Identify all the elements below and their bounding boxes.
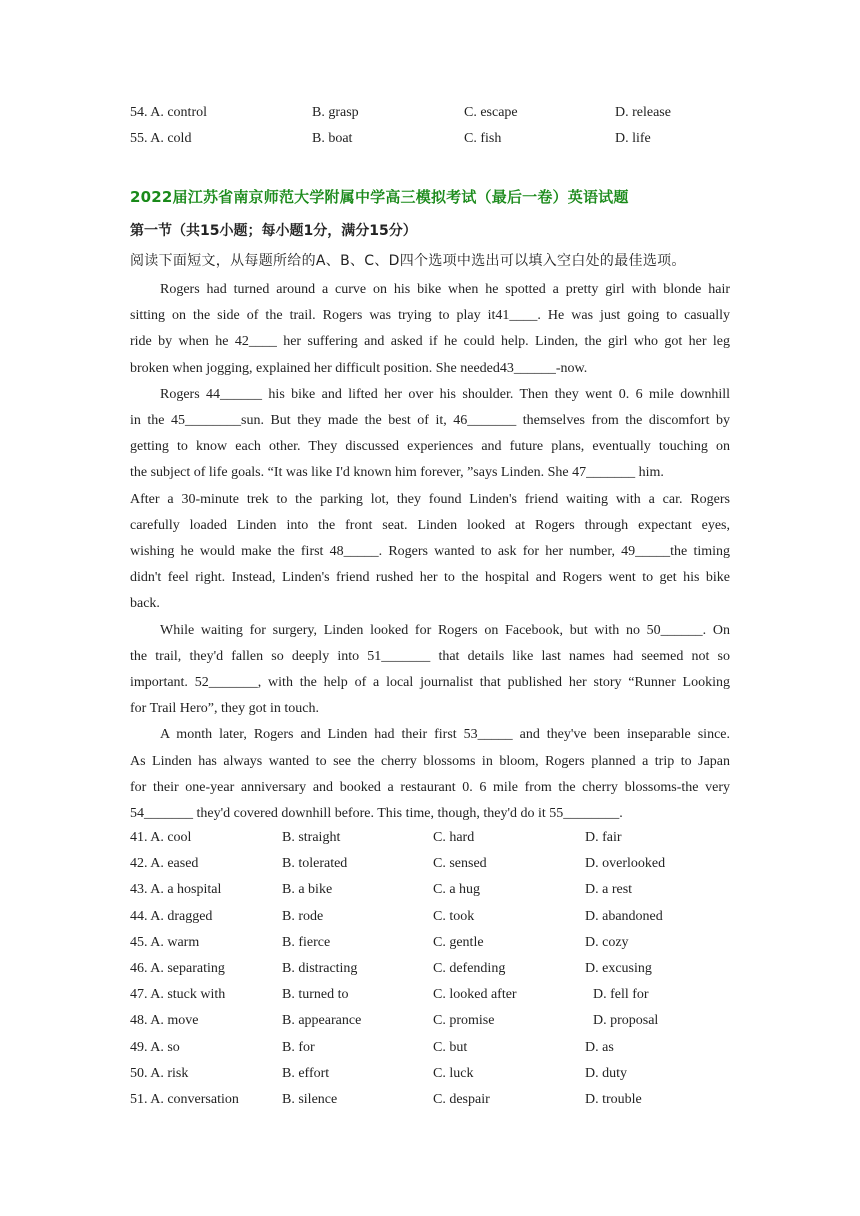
passage-line: As Linden has always wanted to see the cherry blossoms in bloom, Rogers planned a trip to Japan	[130, 753, 730, 769]
option-b: B. grasp	[312, 105, 359, 120]
option-a: 50. A. risk	[130, 1065, 189, 1081]
option-row	[130, 1090, 730, 1110]
option-c: C. looked after	[433, 987, 517, 1003]
option-a: 47. A. stuck with	[130, 987, 226, 1003]
option-row	[130, 907, 730, 927]
option-row-54	[130, 103, 730, 123]
option-a: 48. A. move	[130, 1013, 199, 1029]
option-b: B. boat	[312, 131, 353, 146]
option-b: B. straight	[282, 830, 341, 845]
passage-line: getting to know each other. They discussed experiences and future plans, eventually touching on	[130, 439, 730, 455]
option-b: B. turned to	[282, 987, 349, 1003]
passage-line: wishing he would make the first 48_____. Rogers wanted to ask for her number, 49_____the timing	[130, 544, 730, 559]
option-row	[130, 854, 730, 874]
option-row	[130, 933, 730, 953]
option-a: 45. A. warm	[130, 934, 200, 950]
option-b: B. distracting	[282, 961, 358, 976]
option-b: B. appearance	[282, 1013, 362, 1029]
option-d: D. as	[585, 1039, 614, 1055]
passage-line: carefully loaded Linden into the front seat. Linden looked at Rogers through expectant eyes,	[130, 517, 730, 533]
option-row	[130, 959, 730, 979]
option-d: D. cozy	[585, 934, 629, 950]
passage-line: While waiting for surgery, Linden looked for Rogers on Facebook, but with no 50______. On	[160, 622, 730, 638]
option-b: B. tolerated	[282, 856, 348, 872]
passage-line: for Trail Hero”, they got in touch.	[130, 701, 319, 717]
option-c: C. luck	[433, 1065, 474, 1081]
option-d: D. a rest	[585, 882, 633, 898]
exam-title: 2022届江苏省南京师范大学附属中学高三模拟考试（最后一卷）英语试题	[130, 188, 629, 206]
option-a: 51. A. conversation	[130, 1092, 239, 1107]
passage-line: Rogers 44______ his bike and lifted her over his shoulder. Then they went 0. 6 mile downhill	[160, 386, 730, 402]
option-c: C. defending	[433, 961, 506, 976]
passage-line: back.	[130, 596, 160, 612]
passage-line: the trail, they'd fallen so deeply into 51_______ that details like last names had seemed not so	[130, 648, 730, 664]
option-a: 44. A. dragged	[130, 908, 213, 924]
option-a: 46. A. separating	[130, 961, 225, 976]
option-d: D. release	[615, 105, 671, 120]
passage-line: After a 30-minute trek to the parking lot, they found Linden's friend waiting with a car. Rogers	[130, 491, 730, 507]
option-row	[130, 1064, 730, 1084]
option-c: C. took	[433, 908, 475, 924]
section-heading: 第一节（共15小题；每小题1分，满分15分）	[130, 223, 417, 239]
option-row	[130, 985, 730, 1005]
passage-line: broken when jogging, explained her difficult position. She needed43______-now.	[130, 360, 588, 376]
option-d: D. duty	[585, 1065, 627, 1081]
option-d: D. fair	[585, 830, 622, 845]
option-d: D. trouble	[585, 1092, 642, 1107]
option-a: 55. A. cold	[130, 131, 192, 146]
option-b: B. fierce	[282, 934, 331, 950]
option-c: C. despair	[433, 1092, 490, 1107]
option-c: C. hard	[433, 830, 475, 845]
option-c: C. but	[433, 1039, 468, 1055]
option-c: C. gentle	[433, 934, 484, 950]
option-row	[130, 880, 730, 900]
instructions: 阅读下面短文，从每题所给的A、B、C、D四个选项中选出可以填入空白处的最佳选项。	[130, 253, 686, 269]
passage-line: 54_______ they'd covered downhill before. This time, though, they'd do it 55________.	[130, 806, 623, 821]
passage-line: sitting on the side of the trail. Rogers was trying to play it41____. He was just going to casually	[130, 308, 730, 324]
option-c: C. fish	[464, 131, 502, 146]
option-d: D. excusing	[585, 961, 652, 976]
option-c: C. promise	[433, 1013, 495, 1029]
option-b: B. a bike	[282, 882, 333, 898]
option-row-55	[130, 129, 730, 149]
option-a: 43. A. a hospital	[130, 882, 222, 898]
passage-line: for their one-year anniversary and booked a restaurant 0. 6 mile from the cherry blossoms-the very	[130, 779, 730, 795]
option-b: B. rode	[282, 908, 324, 924]
passage-line: in the 45________sun. But they made the best of it, 46_______ themselves from the discomfort by	[130, 413, 730, 428]
passage-line: Rogers had turned around a curve on his bike when he spotted a pretty girl with blonde hair	[160, 282, 730, 297]
option-b: B. for	[282, 1039, 315, 1055]
option-d: D. proposal	[593, 1013, 659, 1029]
option-row	[130, 1011, 730, 1031]
option-a: 49. A. so	[130, 1039, 180, 1055]
option-c: C. escape	[464, 105, 518, 120]
passage-line: A month later, Rogers and Linden had their first 53_____ and they've been inseparable since.	[160, 727, 730, 743]
option-d: D. abandoned	[585, 908, 663, 924]
option-c: C. a hug	[433, 882, 481, 898]
option-a: 41. A. cool	[130, 830, 192, 845]
option-d: D. fell for	[593, 987, 649, 1003]
option-c: C. sensed	[433, 856, 487, 872]
option-b: B. silence	[282, 1092, 338, 1107]
option-a: 54. A. control	[130, 105, 207, 120]
option-row	[130, 1038, 730, 1058]
option-row	[130, 828, 730, 848]
passage-line: important. 52_______, with the help of a local journalist that published her story “Runner Looking	[130, 675, 730, 690]
passage-line: ride by when he 42____ her suffering and asked if he could help. Linden, the girl who got her leg	[130, 334, 730, 350]
passage-line: didn't feel right. Instead, Linden's friend rushed her to the hospital and Rogers went to get his bike	[130, 570, 730, 586]
option-d: D. overlooked	[585, 856, 666, 872]
option-a: 42. A. eased	[130, 856, 199, 872]
option-d: D. life	[615, 131, 651, 146]
option-b: B. effort	[282, 1065, 330, 1081]
passage-line: the subject of life goals. “It was like I'd known him forever, ”says Linden. She 47_______ him.	[130, 465, 664, 481]
